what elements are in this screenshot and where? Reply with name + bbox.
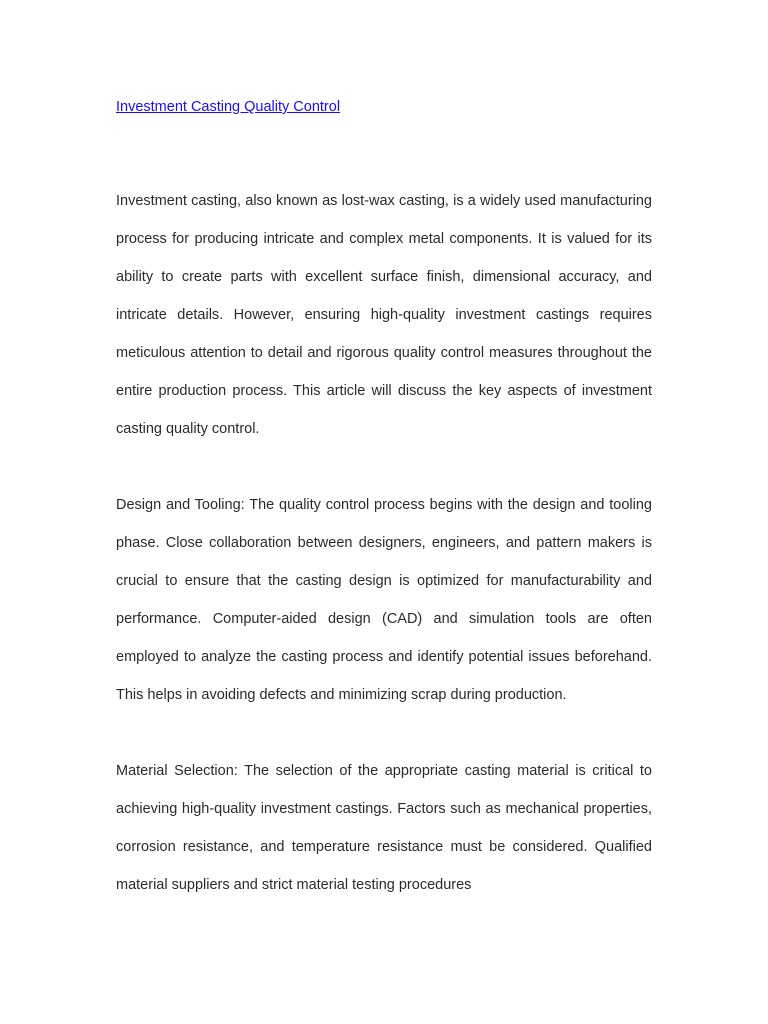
document-title-link[interactable]: Investment Casting Quality Control [116, 99, 341, 115]
material-selection-paragraph: Material Selection: The selection of the appropriate casting material is critical to achieving high-quality investment castings. Factors such as mechanical properties, corrosion resistance, and temperature resistance must be considered. Qualified material suppliers and strict material testing procedures [116, 763, 652, 893]
intro-paragraph: Investment casting, also known as lost-wax casting, is a widely used manufacturing process for producing intricate and complex metal components. It is valued for its ability to create parts with excellent surface finish, dimensional accuracy, and intricate details. However, ensuring high-quality investment castings requires meticulous attention to detail and rigorous quality control measures throughout the entire production process. This article will discuss the key aspects of investment casting quality control. [116, 193, 652, 437]
design-tooling-paragraph: Design and Tooling: The quality control process begins with the design and tooling phase. Close collaboration between designers, engineers, and pattern makers is crucial to ensure that the casting design is optimized for manufacturability and performance. Computer-aided design (CAD) and simulation tools are often employed to analyze the casting process and identify potential issues beforehand. This helps in avoiding defects and minimizing scrap during production. [116, 497, 652, 703]
document-body [116, 95, 652, 904]
